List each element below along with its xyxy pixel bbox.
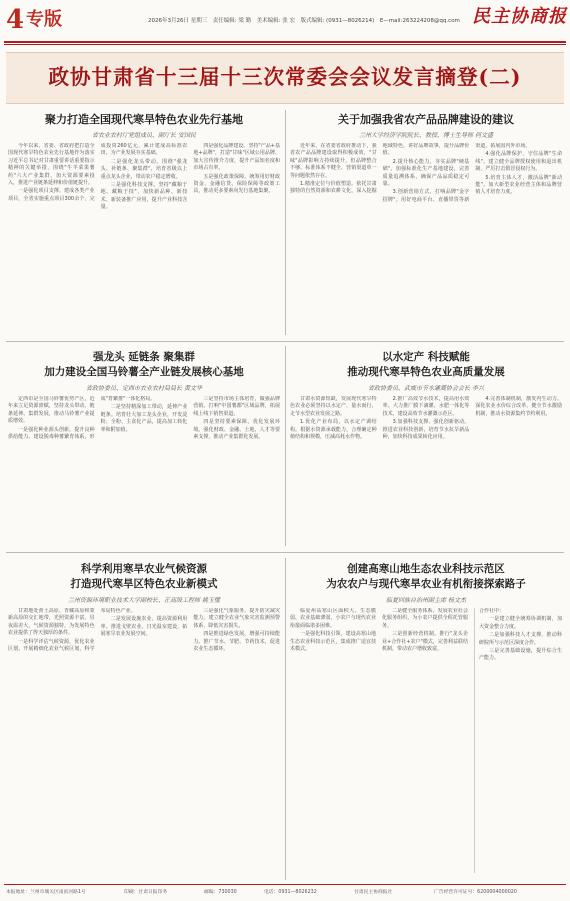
- paragraph: 一是建立健全统筹协调机制，加大资金整合力度。: [479, 616, 562, 630]
- article-byline: 临夏回族自治州副主席 杨文杰: [386, 597, 466, 604]
- paragraph: 三是完善基础设施，提升综合生产能力。: [479, 648, 562, 662]
- paragraph: 一是强化项目支撑。建成各类产业项目，全省实施重点项目300余个，完成投资260亿元，累计建成高标准农田，为产业发展夯实基础。: [8, 143, 188, 202]
- article-title: 聚力打造全国现代寒旱特色农业先行基地: [45, 113, 243, 126]
- paragraph: 一是强化科技引领。建设高寒山地生态农业科技示范区，集成推广适宜技术模式。: [290, 631, 376, 653]
- article-2: [290, 112, 562, 345]
- article-byline: 省政协委员、定西市农业农村局局长 黄文华: [86, 385, 202, 392]
- paragraph: 临夏州高寒山区面积大、生态脆弱、农业基础薄弱，小农户与现代农业衔接面临诸多困难。: [290, 608, 376, 629]
- article-body: [8, 143, 280, 345]
- article-body: [8, 608, 280, 873]
- page-header: [0, 0, 570, 40]
- article-byline: 兰州资源环境职业技术大学副校长、正高级工程师 姚玉璧: [68, 597, 220, 604]
- article-title: 科学利用寒旱农业气候资源 打造现代寒旱区特色农业新模式: [70, 563, 218, 590]
- paragraph: 甘肃地处黄土高原、青藏高原和蒙新高原的交汇地带，光照资源丰富，昼夜温差大，气候资源独特，为发展特色农业提供了得天独厚的条件。: [8, 608, 95, 637]
- paragraph: 3.创新营销方式，打响品牌"金字招牌"。用好电商平台、直播带货等新渠道，拓展国内外市场。: [382, 143, 531, 203]
- article-1: [8, 112, 280, 345]
- footer-phone: 电话：0931—8026232: [264, 890, 317, 895]
- paragraph: 定西市是全国马铃薯优势产区，近年来立足资源禀赋，坚持龙头带动、链条延伸、集群发展，推动马铃薯产业提质增效。: [8, 396, 95, 425]
- paragraph: 二是强化龙头带动。围绕"强龙头、补链条、聚集群"，培育省级以上重点龙头企业，带动农户稳定增收。: [100, 158, 188, 180]
- paragraph: 二是坚持精深加工带动，延伸产业链条。培育壮大加工龙头企业，开发淀粉、全粉、主食化产品，提高加工转化率和附加值。: [100, 404, 188, 433]
- article-body: [290, 608, 468, 873]
- paragraph: 合作社中：: [479, 608, 505, 614]
- paragraph: 2.推广高效节水技术，提高用水效率。大力推广膜下滴灌、水肥一体化等技术，建设高效节水灌溉示范区。: [382, 396, 470, 417]
- paragraph: 甘肃水资源短缺，发展现代寒旱特色农业必须坚持以水定产、量水而行，走节水型农业发展之路。: [290, 396, 377, 417]
- header-meta: 2026年3月26日 星期三 责任编辑: 梁 勤 美术编辑: 张 宏 版式编辑: (0931—8026214) E—mail:263224208@qq.com: [148, 18, 460, 24]
- article-body: [8, 396, 280, 561]
- column-divider: [285, 346, 286, 546]
- paragraph: 二是健全服务体系。发展农业社会化服务组织，为小农户提供全程托管服务。: [382, 608, 468, 629]
- header-rule-thin: [4, 44, 566, 45]
- header-rule: [4, 41, 566, 43]
- footer-address: 本报地址：兰州市城关区南滨河路1号: [6, 890, 86, 895]
- article-columns: [290, 608, 562, 873]
- article-5: [8, 562, 280, 873]
- footer-printer: 印刷：甘肃日报印务: [124, 890, 168, 895]
- article-6: [290, 562, 562, 873]
- column-divider: [285, 558, 286, 880]
- paragraph: 一是强化种业源头创新，提升良种供给能力。建设脱毒种薯繁育体系，形成"育繁推"一体化格局。: [8, 396, 156, 441]
- article-byline: 兰州大学经济学院院长、教授、博士生导师 何文盛: [359, 132, 493, 139]
- paragraph: 今年以来，省委、省政府把打造全国现代寒旱特色农业先行基地作为落实习近平总书记对甘肃重要讲话重要指示精神的关键举措，围绕"牛羊菜果薯药"六大产业集群，加大资源要素投入，推进产业链条延伸和价值链提升。: [8, 143, 95, 187]
- article-title: 关于加强我省农产品品牌建设的建议: [338, 113, 514, 126]
- article-body: [290, 396, 562, 561]
- paragraph: 四是推进绿色发展，增强可持续能力。推广节水、节肥、节药技术，促进农业生态循环。: [193, 631, 280, 653]
- section-name: 专版: [26, 9, 62, 30]
- section-divider: [6, 341, 564, 342]
- newspaper-logo: 民主协商报: [472, 6, 567, 27]
- footer-postcode: 邮编：730030: [204, 890, 237, 895]
- footer-license: 广告经营许可证号：6200004000020: [434, 890, 517, 895]
- article-byline: 省农业农村厅党组成员、副厅长 安国民: [92, 132, 196, 139]
- banner-title: 政协甘肃省十三届十三次常委会会议发言摘登(二): [48, 65, 522, 89]
- section-divider: [6, 552, 564, 553]
- paragraph: 4.完善体制机制，激发内生动力。深化农业水价综合改革，健全节水激励机制，推动水资源集约节约利用。: [475, 396, 562, 417]
- paragraph: 4.强化品牌保护，守住品牌"生命线"。建立健全品牌授权使用和退出机制，严厉打击假冒侵权行为。: [475, 151, 562, 173]
- article-title: 以水定产 科技赋能 推动现代寒旱特色农业高质量发展: [347, 351, 505, 378]
- paragraph: 5.培育主体人才，激活品牌"新动能"。加大新型农业经营主体和品牌营销人才培育力度。: [475, 174, 562, 196]
- column-divider: [285, 110, 286, 335]
- paragraph: 三是强化科技支撑。坚持"藏粮于地、藏粮于技"，加快新品种、新技术、新装备推广应用，提升产业科技含量。: [100, 182, 188, 211]
- article-body: [290, 143, 562, 345]
- article-title: 创建高寒山地生态农业科技示范区 为农农户与现代寒旱农业有机衔接探索路子: [326, 563, 526, 590]
- article-3: [8, 350, 280, 561]
- page-number: 4: [6, 5, 25, 35]
- paragraph: 五是强化政策保障。统筹用好财政资金、金融信贷、保险保障等政策工具，推动更多要素向先行基地集聚。: [193, 173, 280, 195]
- paragraph: 二是加强科技人才支撑，推动科研院所与示范区深度合作。: [479, 632, 562, 646]
- footer-publisher: 甘肃民主协商报社: [354, 890, 393, 895]
- paragraph: 近年来，在省委省政府推动下，我省农产品品牌建设取得积极成效，"甘味"品牌影响力持续提升，但品牌整合不够、标准体系不健全、营销渠道单一等问题依然存在。: [290, 143, 377, 179]
- paragraph: 四是坚持要素保障，优化发展环境。强化财政、金融、土地、人才等要素支撑，推动产业集群化发展。: [193, 419, 280, 441]
- article-sidebar: [474, 608, 562, 873]
- paragraph: 二是发展设施农业，提高资源利用率。推进戈壁农业、日光温室建设，拓展寒旱农业发展空间。: [100, 616, 188, 638]
- paragraph: 1.精准定位与价值塑造。依托甘肃独特的自然资源和农耕文化，深入挖掘地域特色，讲好品牌故事，提升品牌价值。: [290, 143, 470, 195]
- paragraph: 2.提升核心能力，夯实品牌"硬基础"。加强标准化生产基地建设，完善质量追溯体系，确保产品品质稳定可靠。: [382, 158, 470, 188]
- page-footer: [4, 884, 566, 899]
- paragraph: 三是坚持市场主体培育，做强品牌营销。打响"中国薯都"区域品牌，拓展线上线下销售渠道。: [193, 396, 280, 417]
- paragraph: 三是强化气象服务，提升防灾减灾能力。建立健全农业气象灾害监测预警体系，降低灾害损失。: [193, 608, 280, 629]
- article-byline: 省政协委员、武威市节水灌溉协会会长 李兴: [368, 385, 484, 392]
- paragraph: 四是强化品牌建设。坚持"产品+基地+品牌"，打造"甘味"区域公用品牌，加大宣传推介力度，提升产品知名度和市场占有率。: [193, 143, 280, 172]
- article-title: 强龙头 延链条 聚集群 加力建设全国马铃薯全产业链发展核心基地: [44, 351, 244, 378]
- paragraph: 一是科学评估气候资源，优化农业区划。开展精细化农业气候区划，科学布局特色产业。: [8, 608, 136, 653]
- paragraph: 3.加强科技支撑，强化创新驱动。推进农业科技创新，培育节水抗旱新品种，加快科技成果转化应用。: [382, 419, 470, 441]
- paragraph: 1.优化产业布局，以水定产调结构。根据水资源承载能力，合理确定种植结构和规模，压减高耗水作物。: [290, 419, 377, 441]
- article-4: [290, 350, 562, 561]
- paragraph: 三是创新经营机制。推行"龙头企业+合作社+农户"模式，完善利益联结机制，带动农户增收致富。: [382, 631, 468, 653]
